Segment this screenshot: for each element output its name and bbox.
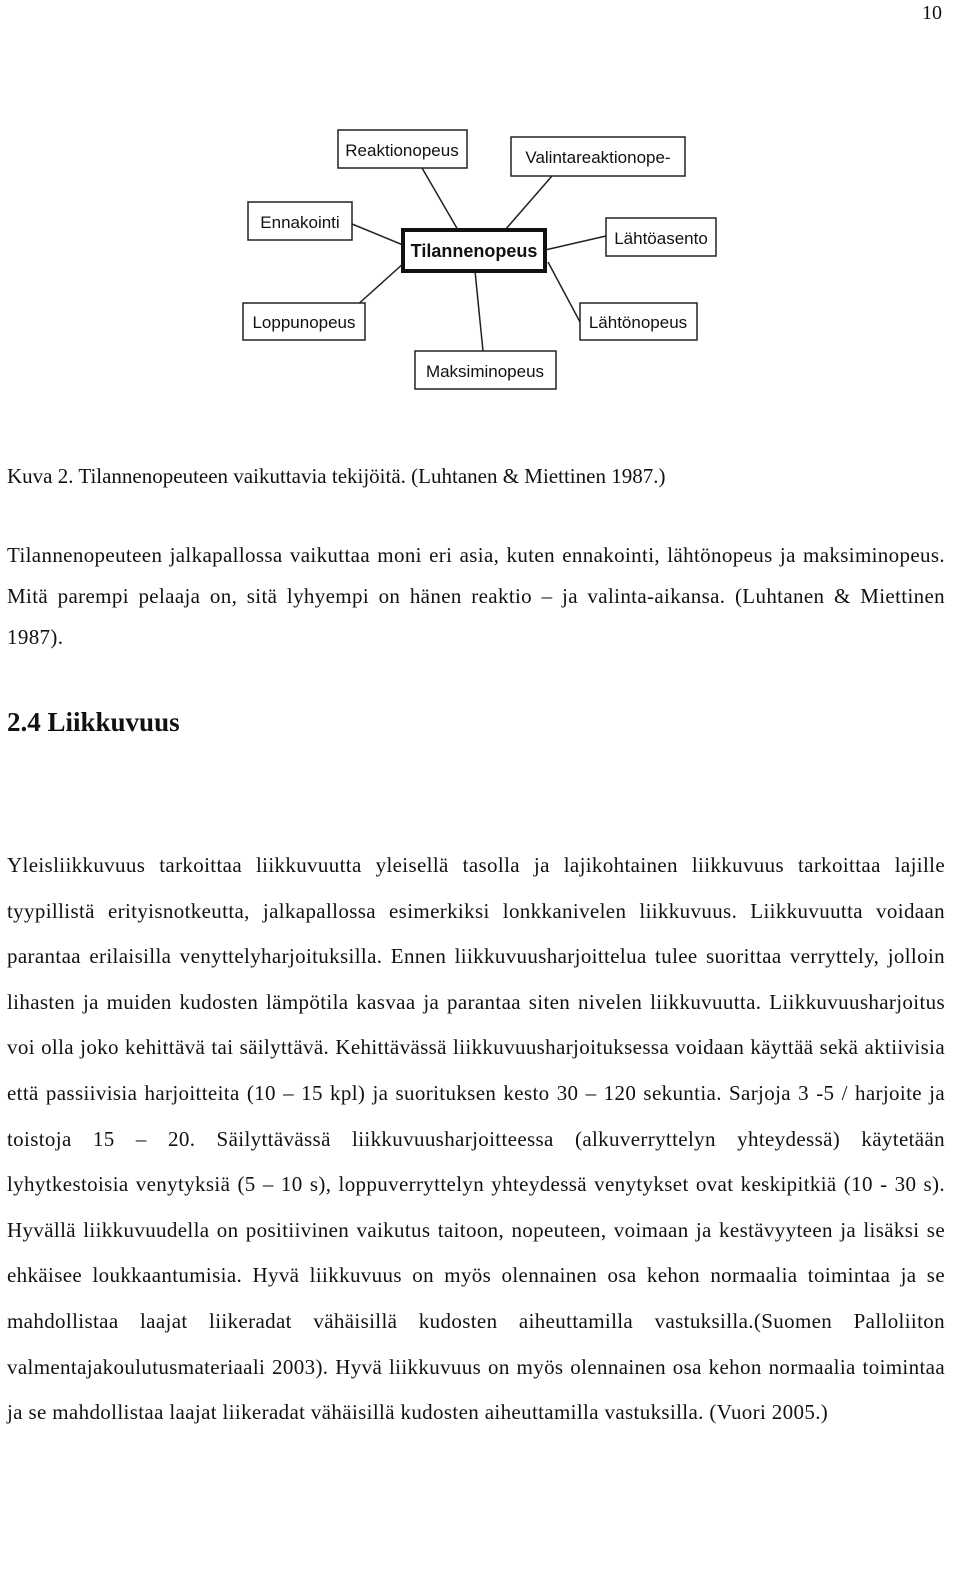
node-valintareaktionopeus	[511, 137, 685, 176]
body-paragraph-1: Tilannenopeuteen jalkapallossa vaikuttaa moni eri asia, kuten ennakointi, lähtönopeus ja maksiminopeus. Mitä parempi pelaaja on, sitä lyhyempi on hänen reaktio – ja valinta-aikansa. (Luhtanen & Miettinen 1987).	[7, 543, 945, 649]
speed-factors-diagram	[0, 0, 960, 420]
svg-text:Maksiminopeus: Maksiminopeus	[425, 362, 545, 381]
svg-text:Valintareaktionope-: Valintareaktionope-	[525, 148, 671, 167]
node-loppunopeus	[243, 303, 365, 340]
svg-text:Reaktionopeus: Reaktionopeus	[345, 141, 459, 160]
svg-text:Lähtöasento: Lähtöasento	[614, 229, 708, 248]
figure-caption: Kuva 2. Tilannenopeuteen vaikuttavia tekijöitä. (Luhtanen & Miettinen 1987.)	[7, 464, 666, 488]
section-heading: 2.4 Liikkuvuus	[7, 707, 180, 737]
node-ennakointi	[248, 202, 352, 240]
node-lahtoasento	[606, 218, 716, 256]
node-reaktionopeus	[338, 130, 467, 168]
node-tilannenopeus	[403, 230, 545, 271]
svg-text:Ennakointi: Ennakointi	[260, 213, 340, 232]
page-number: 10	[922, 2, 942, 24]
svg-text:Tilannenopeus: Tilannenopeus	[410, 241, 538, 261]
node-lahtonopeus	[580, 303, 697, 340]
node-maksiminopeus	[415, 351, 556, 389]
svg-text:Loppunopeus: Loppunopeus	[252, 313, 356, 332]
body-paragraph-2: Yleisliikkuvuus tarkoittaa liikkuvuutta yleisellä tasolla ja lajikohtainen liikkuvuus tarkoittaa lajille tyypillistä erityisnotkeutta, jalkapallossa esimerkiksi lonkkanivelen liikkuvuus. Liikkuvuutta voidaan parantaa erilaisilla venyttelyharjoituksilla. Ennen liikkuvuusharjoittelua tulee suorittaa verryttely, jolloin lihasten ja muiden kudosten lämpötila kasvaa ja parantaa siten nivelen liikkuvuutta. Liikkuvuusharjoitus voi olla joko kehittävä tai säilyttävä. Kehittävässä liikkuvuusharjoituksessa voidaan käyttää sekä aktiivisia että passiivisia harjoitteita (10 – 15 kpl) ja suorituksen kesto 30 – 120 sekuntia. Sarjoja 3 -5 / harjoite ja toistoja 15 – 20. Säilyttävässä liikkuvuusharjoitteessa (alkuverryttelyn yhteydessä) käytetään lyhytkestoisia venytyksiä (5 – 10 s), loppuverryttelyn yhteydessä venytykset ovat keskipitkiä (10 - 30 s). Hyvällä liikkuvuudella on positiivinen vaikutus taitoon, nopeuteen, voimaan ja kestävyyteen ja lisäksi se ehkäisee loukkaantumisia. Hyvä liikkuvuus on myös olennainen osa kehon normaalia toimintaa ja se mahdollistaa laajat liikeradat vähäisillä kudosten aiheuttamilla vastuksilla.(Suomen Palloliiton valmentajakoulutusmateriaali 2003). Hyvä liikkuvuus on myös olennainen osa kehon normaalia toimintaa ja se mahdollistaa laajat liikeradat vähäisillä kudosten aiheuttamilla vastuksilla. (Vuori 2005.)	[7, 853, 945, 1425]
svg-text:Lähtönopeus: Lähtönopeus	[588, 313, 688, 332]
